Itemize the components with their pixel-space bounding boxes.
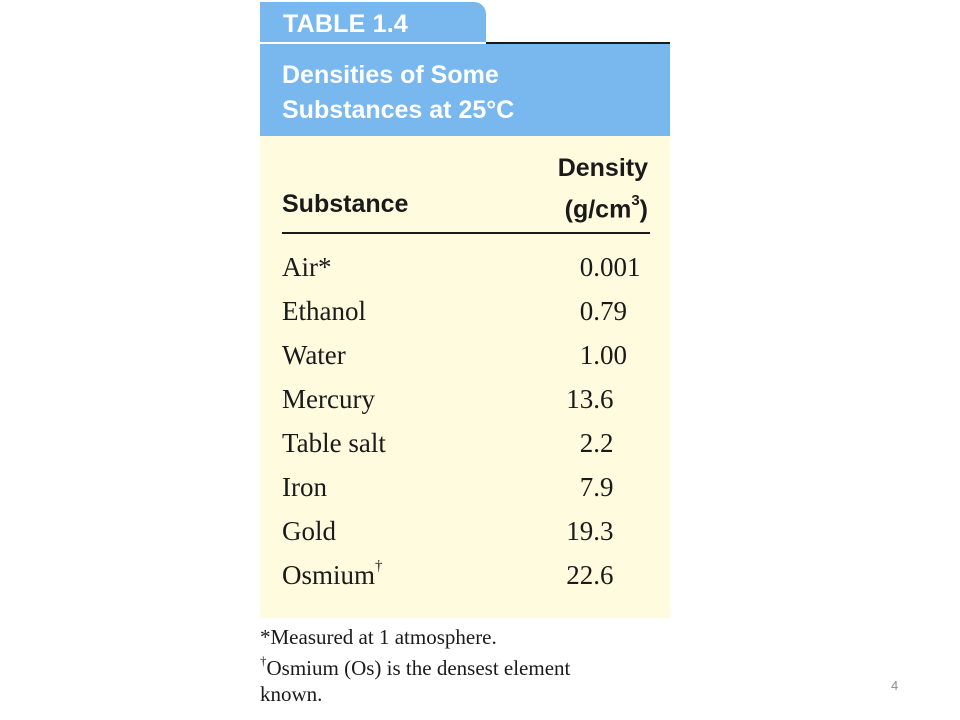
density-int: 1. bbox=[579, 340, 600, 370]
footnote-osmium bbox=[260, 650, 660, 681]
footnote-measured: *Measured at 1 atmosphere. bbox=[260, 625, 497, 649]
density-int: 0. bbox=[579, 296, 600, 326]
substance-name bbox=[282, 428, 386, 459]
density-frac: 79 bbox=[600, 296, 627, 326]
density-int: 22. bbox=[566, 560, 600, 590]
density-value bbox=[552, 516, 614, 547]
density-frac: 9 bbox=[600, 472, 614, 502]
density-value bbox=[552, 340, 627, 371]
table-row bbox=[260, 560, 670, 604]
column-header-density bbox=[558, 150, 648, 227]
density-int: 0. bbox=[579, 252, 600, 282]
table-title-band bbox=[260, 44, 670, 136]
density-int: 2. bbox=[579, 428, 600, 458]
table-footnotes bbox=[260, 624, 660, 707]
table-title-line1: Densities of Some bbox=[282, 61, 499, 89]
footnote-dagger: † bbox=[260, 653, 267, 668]
density-value bbox=[552, 428, 614, 459]
table-row bbox=[260, 516, 670, 560]
table-row bbox=[260, 252, 670, 296]
substance-name bbox=[282, 516, 336, 547]
substance-name-text: Table salt bbox=[282, 428, 386, 458]
density-frac: 001 bbox=[600, 252, 641, 282]
table-row bbox=[260, 472, 670, 516]
table-number-tab bbox=[260, 2, 486, 42]
substance-name bbox=[282, 296, 366, 327]
density-value bbox=[552, 384, 614, 415]
substance-name-text: Air* bbox=[282, 252, 332, 282]
table-title bbox=[282, 58, 652, 128]
substance-name bbox=[282, 340, 346, 371]
density-value bbox=[552, 296, 627, 327]
table-row bbox=[260, 340, 670, 384]
substance-name-text: Mercury bbox=[282, 384, 375, 414]
column-header-substance: Substance bbox=[282, 190, 409, 218]
table-number: TABLE 1.4 bbox=[283, 10, 408, 38]
density-header-unit-suffix: ) bbox=[639, 195, 648, 224]
substance-name bbox=[282, 252, 332, 283]
density-frac: 6 bbox=[600, 384, 614, 414]
density-header-label: Density bbox=[557, 154, 648, 182]
density-value bbox=[552, 472, 614, 503]
footnote-osmium-line2: known. bbox=[260, 682, 323, 706]
density-value bbox=[552, 560, 614, 591]
substance-name bbox=[282, 560, 383, 591]
density-int: 19. bbox=[566, 516, 600, 546]
density-frac: 3 bbox=[600, 516, 614, 546]
table-row bbox=[260, 296, 670, 340]
density-header-unit-prefix: (g/cm bbox=[564, 195, 632, 224]
substance-name bbox=[282, 384, 375, 415]
substance-name-text: Water bbox=[282, 340, 346, 370]
table-title-line2: Substances at 25°C bbox=[282, 96, 515, 124]
substance-name-text: Gold bbox=[282, 516, 336, 546]
table-row bbox=[260, 428, 670, 472]
density-frac: 00 bbox=[600, 340, 627, 370]
density-int: 7. bbox=[579, 472, 600, 502]
density-frac: 2 bbox=[600, 428, 614, 458]
density-value bbox=[552, 252, 641, 283]
footnote-osmium-line1: Osmium (Os) is the densest element bbox=[266, 656, 571, 680]
density-frac: 6 bbox=[600, 560, 614, 590]
table-row bbox=[260, 384, 670, 428]
substance-name-text: Ethanol bbox=[282, 296, 366, 326]
header-rule bbox=[282, 232, 650, 234]
substance-name bbox=[282, 472, 327, 503]
substance-mark: † bbox=[375, 558, 383, 574]
substance-name-text: Osmium bbox=[282, 560, 376, 590]
page-number: 4 bbox=[891, 678, 899, 693]
density-header-unit-exp: 3 bbox=[631, 192, 640, 209]
density-int: 13. bbox=[566, 384, 600, 414]
substance-name-text: Iron bbox=[282, 472, 327, 502]
